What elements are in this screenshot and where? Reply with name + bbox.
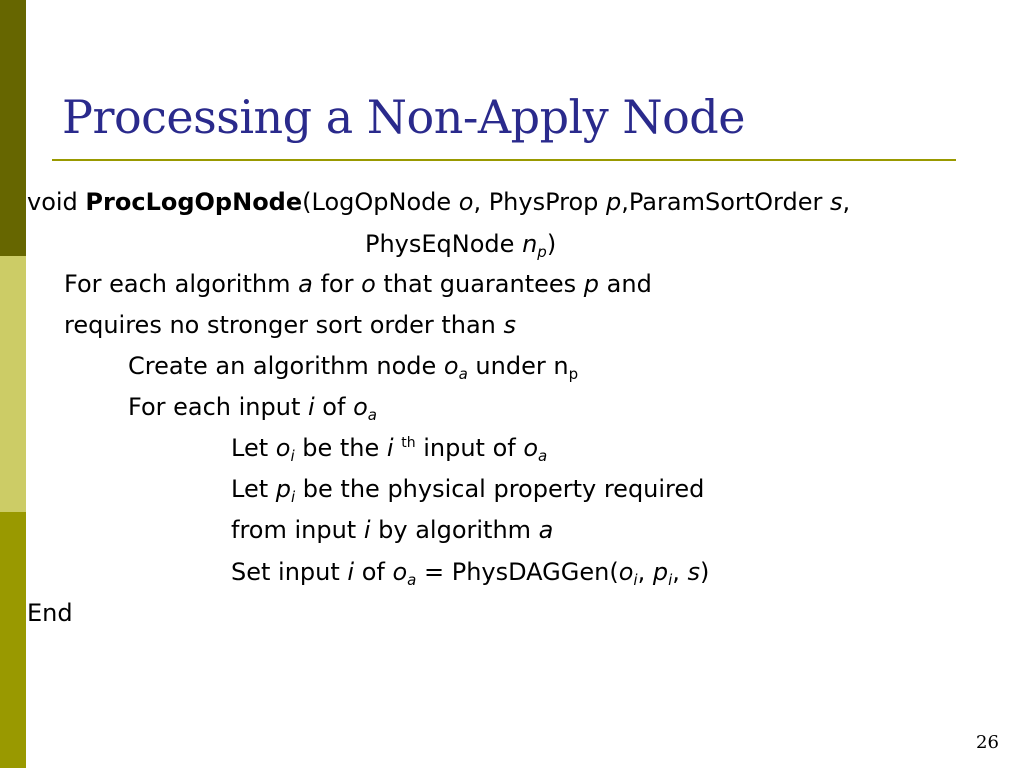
code-line-7: Let $o_i$ be the i $^{th}$ input of $o_a$ [231,434,548,465]
title-underline [52,159,956,161]
code-line-3: For each algorithm a for o that guarantees p and [64,270,652,298]
function-name: ProcLogOpNode [85,188,303,216]
code-line-5: Create an algorithm node $o_a$ under $n_p$ [128,352,579,383]
code-line-2: PhysEqNode $n_p$) [365,230,557,261]
code-line-10: Set input i of $o_a$ = $PhysDAGGen(o_i$, $p_i$, s) [231,558,710,589]
code-line-8: Let $p_i$ be the physical property required [231,475,705,506]
code-line-9: from input i by algorithm a [231,516,554,544]
sidebar-stripe-middle [0,256,26,512]
code-line-4: requires no stronger sort order than s [64,311,517,339]
sidebar-stripe-top [0,0,26,256]
sidebar-stripe-bottom [0,512,26,768]
code-line-1: void ProcLogOpNode(LogOpNode o, PhysProp p,ParamSortOrder s, [27,188,851,216]
code-line-6: For each input i of $o_a$ [128,393,377,424]
code-line-end: End [27,599,73,627]
slide-title: Processing a Non-Apply Node [62,90,745,144]
page-number: 26 [976,732,999,753]
